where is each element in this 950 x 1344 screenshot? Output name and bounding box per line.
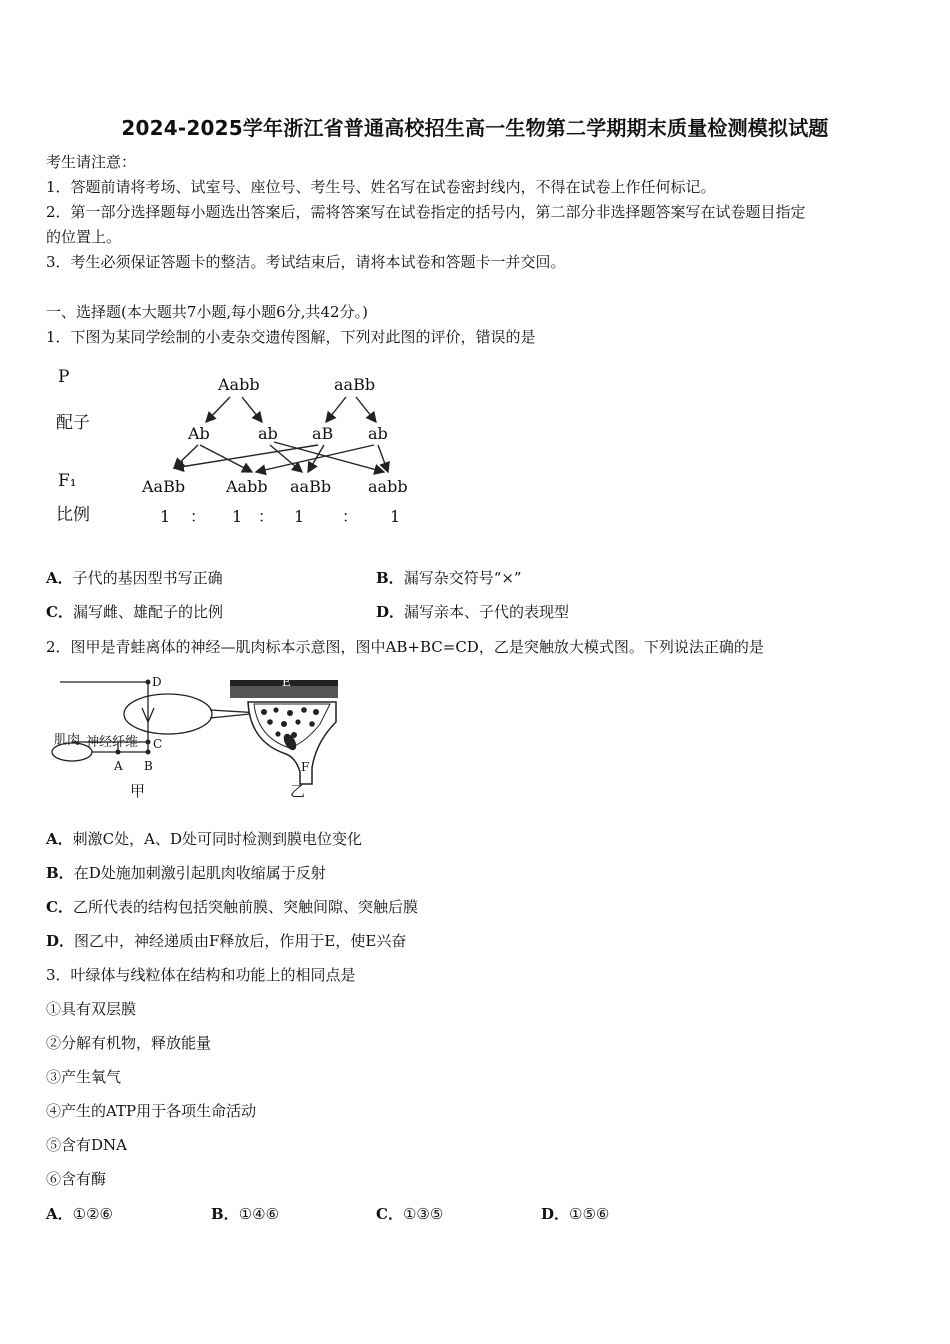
point-label: F <box>301 760 310 774</box>
q2-option-c[interactable]: C．乙所代表的结构包括突触前膜、突触间隙、突触后膜 <box>46 898 418 916</box>
ratio-value: 1 <box>232 507 243 526</box>
ratio-colon: ： <box>190 507 207 526</box>
arrow <box>378 445 388 472</box>
q1-option-c[interactable]: C．漏写雌、雄配子的比例 <box>46 603 223 621</box>
q2-option-d[interactable]: D．图乙中，神经递质由F释放后，作用于E，使E兴奋 <box>46 932 407 950</box>
row-label: F₁ <box>58 471 77 491</box>
section-heading: 一、选择题(本大题共7小题,每小题6分,共42分。) <box>46 303 368 321</box>
arrow <box>356 397 376 422</box>
gamete: ab <box>258 424 278 443</box>
parent-genotype: aaBb <box>334 375 376 394</box>
q1-option-d[interactable]: D．漏写亲本、子代的表现型 <box>376 603 570 621</box>
figure-label-yi: 乙 <box>290 782 306 800</box>
page-title: 2024-2025学年浙江省普通高校招生高一生物第二学期期末质量检测模拟试题 <box>121 116 829 140</box>
q2-option-b[interactable]: B．在D处施加刺激引起肌肉收缩属于反射 <box>46 864 326 882</box>
arrow <box>326 397 346 422</box>
arrow <box>242 397 262 422</box>
q1-option-b[interactable]: B．漏写杂交符号“×” <box>376 569 522 587</box>
q3-statement: ④产生的ATP用于各项生命活动 <box>46 1102 257 1120</box>
q3-option-d[interactable]: D．①⑤⑥ <box>541 1205 610 1223</box>
muscle-label: 肌肉 <box>54 733 81 748</box>
notice-item: 3．考生必须保证答题卡的整洁。考试结束后，请将本试卷和答题卡一并交回。 <box>46 253 566 271</box>
offspring-genotype: AaBb <box>142 477 186 496</box>
gamete: ab <box>368 424 388 443</box>
q3-stem: 3．叶绿体与线粒体在结构和功能上的相同点是 <box>46 966 356 984</box>
q3-statement: ⑥含有酶 <box>46 1170 107 1188</box>
q2-stem: 2．图甲是青蛙离体的神经—肌肉标本示意图，图中AB+BC=CD，乙是突触放大模式图。下列说法正确的是 <box>46 638 764 656</box>
q3-statement: ①具有双层膜 <box>46 1000 137 1018</box>
point-label: A <box>114 759 123 773</box>
notice-item: 2．第一部分选择题每小题选出答案后，需将答案写在试卷指定的括号内，第二部分非选择题答案写在试卷题目指定 <box>46 203 806 221</box>
ratio-colon: ： <box>258 507 275 526</box>
ratio-value: 1 <box>160 507 171 526</box>
ratio-value: 1 <box>294 507 305 526</box>
row-label: 配子 <box>56 413 90 433</box>
row-label: P <box>58 367 70 387</box>
offspring-genotype: aabb <box>368 477 408 496</box>
arrow <box>256 445 374 472</box>
point-label: D <box>152 675 162 689</box>
offspring-genotype: Aabb <box>226 477 268 496</box>
gamete: Ab <box>188 424 210 443</box>
figure-label-jia: 甲 <box>130 782 146 800</box>
point-label: B <box>144 759 153 773</box>
q3-option-a[interactable]: A．①②⑥ <box>46 1205 113 1223</box>
notice-heading: 考生请注意： <box>46 153 137 171</box>
q3-statement: ③产生氧气 <box>46 1068 122 1086</box>
ratio-colon: ： <box>342 507 359 526</box>
q2-option-a[interactable]: A．刺激C处，A、D处可同时检测到膜电位变化 <box>46 830 362 848</box>
notice-item: 的位置上。 <box>46 228 122 246</box>
q3-statement: ②分解有机物，释放能量 <box>46 1034 212 1052</box>
q3-option-c[interactable]: C．①③⑤ <box>376 1205 444 1223</box>
q3-statement: ⑤含有DNA <box>46 1136 127 1154</box>
fiber-label: 神经纤维 <box>86 735 139 750</box>
point-label: C <box>153 737 163 751</box>
point-label: E <box>282 675 291 689</box>
q2-nerve-muscle-diagram <box>50 672 350 807</box>
ratio-value: 1 <box>390 507 401 526</box>
q1-cross-diagram <box>50 362 420 532</box>
arrow <box>174 445 318 468</box>
parent-genotype: Aabb <box>218 375 260 394</box>
q1-stem: 1．下图为某同学绘制的小麦杂交遗传图解，下列对此图的评价，错误的是 <box>46 328 536 346</box>
offspring-genotype: aaBb <box>290 477 332 496</box>
arrow <box>206 397 230 422</box>
gamete: aB <box>312 424 334 443</box>
q3-option-b[interactable]: B．①④⑥ <box>211 1205 280 1223</box>
arrow <box>200 445 252 472</box>
q1-option-a[interactable]: A．子代的基因型书写正确 <box>46 569 223 587</box>
row-label: 比例 <box>56 505 90 525</box>
notice-item: 1．答题前请将考场、试室号、座位号、考生号、姓名写在试卷密封线内，不得在试卷上作任何标记。 <box>46 178 716 196</box>
